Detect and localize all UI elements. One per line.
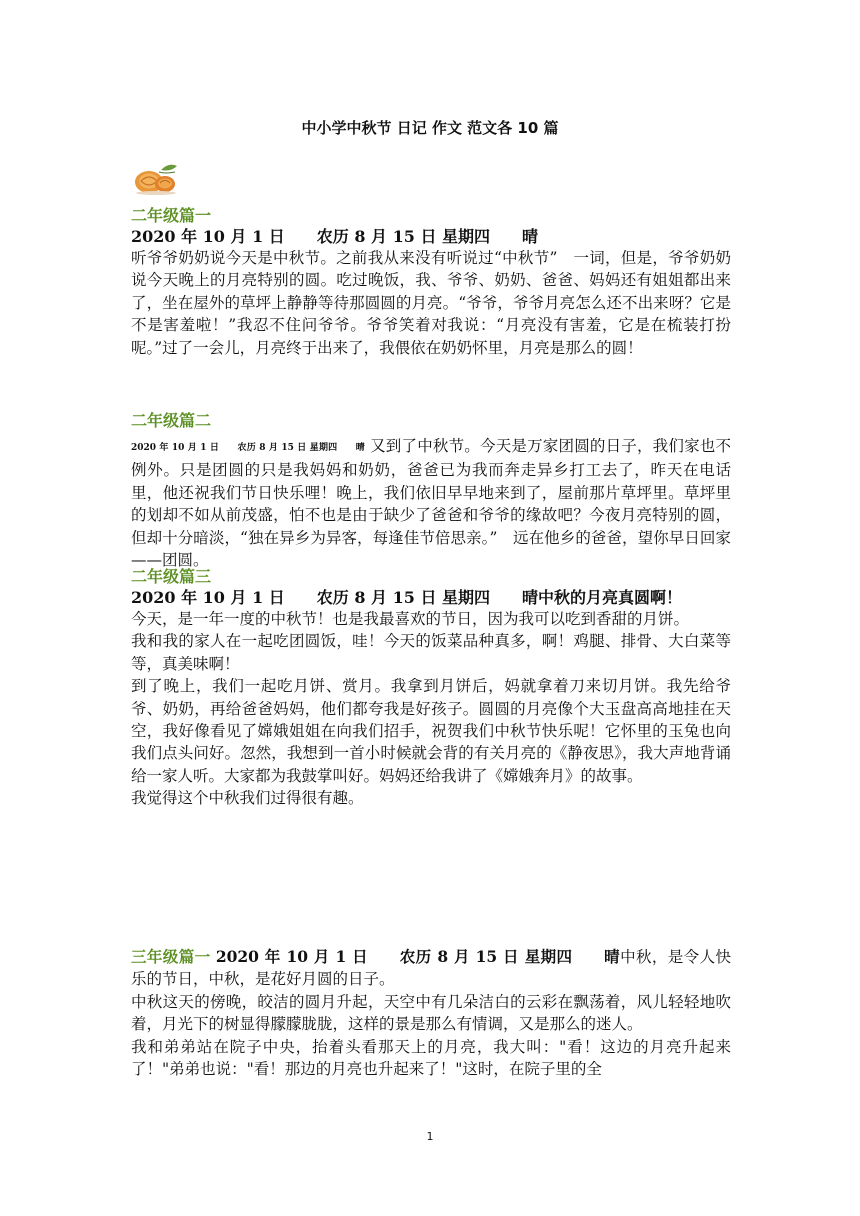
page-number: 1	[426, 1130, 434, 1143]
essay-lead: 中秋的月亮真圆啊！	[538, 588, 683, 607]
essay-dateline: 2020 年 10 月 1 日 农历 8 月 15 日 星期四 晴	[131, 443, 365, 453]
essay-heading: 二年级篇二	[131, 411, 212, 430]
essay-paragraph: 我和弟弟站在院子中央，抬着头看那天上的月亮，我大叫："看！这边的月亮升起来了！"弟弟也说："看！那边的月亮也升起来了！"这时，在院子里的全	[131, 1037, 731, 1079]
essay-body	[131, 435, 731, 571]
mooncake-logo-icon	[131, 160, 181, 196]
essay-dateline: 2020 年 10 月 1 日 农历 8 月 15 日 星期四 晴	[131, 227, 539, 246]
essay-paragraph: 到了晚上，我们一起吃月饼、赏月。我拿到月饼后，妈就拿着刀来切月饼。我先给爷爷、奶奶，再给爸爸妈妈，他们都夸我是好孩子。圆圆的月亮像个大玉盘高高地挂在天空，我好像看见了嫦娥姐姐在向我们招手，祝贺我们中秋节快乐呢！它怀里的玉兔也向我们点头问好。忽然，我想到一首小时候就会背的有关月亮的《静夜思》，我大声地背诵给一家人听。大家都为我鼓掌叫好。妈妈还给我讲了《嫦娥奔月》的故事。	[131, 677, 731, 785]
essay-dateline-row	[131, 587, 731, 608]
essay-lead: 中秋，是令人快乐的节日，中秋，是花好月圆的日子。	[131, 948, 731, 989]
essay-dateline: 2020 年 10 月 1 日 农历 8 月 15 日 星期四 晴	[131, 588, 539, 607]
essay-heading: 三年级篇一	[131, 948, 211, 966]
essay-3	[131, 566, 731, 810]
essay-paragraph: 中秋这天的傍晚，皎洁的圆月升起，天空中有几朵洁白的云彩在飘荡着，风儿轻轻地吹着，月光下的树显得朦朦胧胧，这样的景是那么有情调，又是那么的迷人。	[131, 992, 731, 1034]
essay-body: 听爷爷奶奶说今天是中秋节。之前我从来没有听说过“中秋节” 一词，但是，爷爷奶奶说今天晚上的月亮特别的圆。吃过晚饭，我、爷爷、奶奶、爸爸、妈妈还有姐姐都出来了，坐在屋外的草坪上静静等待那圆圆的月亮。“爷爷，爷爷月亮怎么还不出来呀？它是不是害羞啦！”我忍不住问爷爷。爷爷笑着对我说：“月亮没有害羞，它是在梳装打扮呢。”过了一会儿，月亮终于出来了，我偎依在奶奶怀里，月亮是那么的圆！	[131, 249, 731, 357]
essay-2	[131, 410, 731, 571]
essay-body-text: 又到了中秋节。今天是万家团圆的日子，我们家也不例外。只是团圆的只是我妈妈和奶奶，爸爸已为我而奔走异乡打工去了，昨天在电话里，他还祝我们节日快乐哩！晚上，我们依旧早早地来到了，屋前那片草坪里。草坪里的划却不如从前茂盛，怕不也是由于缺少了爸爸和爷爷的缘故吧？今夜月亮特别的圆，但却十分暗淡，“独在异乡为异客，每逢佳节倍思亲。” 远在他乡的爸爸，望你早日回家——团圆。	[131, 437, 731, 570]
essay-heading: 二年级篇三	[131, 567, 212, 586]
essay-opening	[131, 946, 731, 991]
essay-paragraph: 我和我的家人在一起吃团圆饭，哇！今天的饭菜品种真多，啊！鸡腿、排骨、大白菜等等，真美味啊！	[131, 632, 731, 673]
essay-4	[131, 946, 731, 1080]
essay-heading: 二年级篇一	[131, 206, 212, 225]
essay-dateline: 2020 年 10 月 1 日 农历 8 月 15 日 星期四 晴	[215, 947, 621, 966]
essay-1	[131, 205, 731, 359]
document-title: 中小学中秋节 日记 作文 范文各 10 篇	[301, 119, 559, 137]
essay-paragraph: 我觉得这个中秋我们过得很有趣。	[131, 789, 364, 808]
essay-paragraph: 今天，是一年一度的中秋节！也是我最喜欢的节日，因为我可以吃到香甜的月饼。	[131, 610, 690, 628]
